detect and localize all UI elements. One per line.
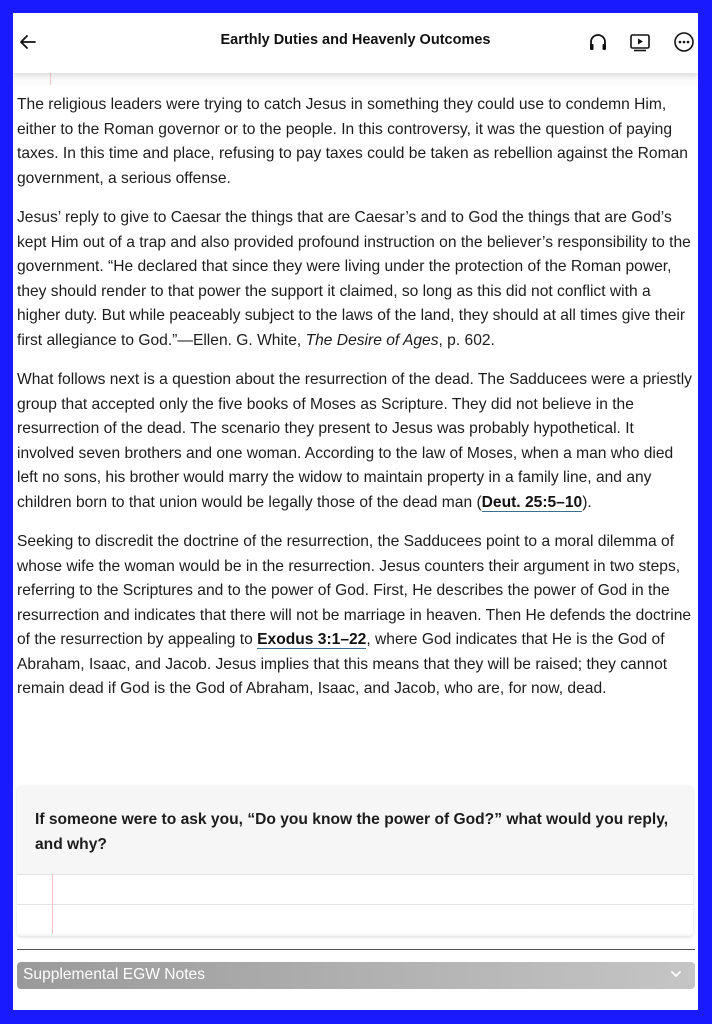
- section-divider: [17, 949, 695, 950]
- paragraph-3-tail: ).: [582, 493, 592, 511]
- paragraph-2-tail: , p. 602.: [438, 331, 495, 349]
- notes-strip: [13, 73, 698, 85]
- arrow-left-icon: [19, 33, 37, 51]
- answer-notes-area[interactable]: [17, 874, 693, 934]
- notes-line: [17, 904, 693, 905]
- notes-line: [17, 874, 693, 875]
- back-button[interactable]: [17, 31, 39, 53]
- top-bar: [13, 13, 698, 73]
- supplemental-egw-notes-toggle[interactable]: [17, 962, 695, 989]
- chevron-down-icon: [667, 965, 685, 983]
- play-video-icon: [628, 30, 652, 54]
- paragraph-4-tail: , where God indicates that He is the God of Abraham, Isaac, and Jacob. Jesus implies that this means that they will be raised; they cannot remain dead if God is the God of Abraham, Isaac, and Jacob, who are, for now, dead.: [17, 631, 668, 697]
- paragraph-4-text: Seeking to discredit the doctrine of the resurrection, the Sadducees point to a moral dilemma of whose wife the woman would be in the resurrection. Jesus counters their argument in two steps, referring to the Scriptures and to the power of God. First, He describes the power of God in the resurrection and indicates that there will not be marriage in heaven. Then He defends the doctrine of the resurrection by appealing to: [17, 533, 692, 648]
- margin-line: [52, 874, 53, 934]
- page-title: Earthly Duties and Heavenly Outcomes: [220, 32, 491, 48]
- lesson-content: [17, 93, 695, 717]
- more-options-icon: [672, 30, 696, 54]
- more-options-button[interactable]: [672, 30, 696, 54]
- supplemental-egw-notes-label: Supplemental EGW Notes: [23, 966, 206, 983]
- margin-line: [50, 73, 51, 85]
- scripture-link-exodus[interactable]: Exodus 3:1–22: [257, 631, 367, 648]
- discussion-question: If someone were to ask you, “Do you know the power of God?” what would you reply, and why?: [35, 811, 669, 853]
- paragraph-3: [17, 368, 695, 515]
- paragraph-1: The religious leaders were trying to catch Jesus in something they could use to condemn Him, either to the Roman governor or to the people. In this controversy, it was the question of paying taxes. In this time and place, refusing to pay taxes could be taken as rebellion against the Roman government, a serious offense.: [17, 96, 688, 187]
- audio-button[interactable]: [586, 30, 610, 54]
- book-title: The Desire of Ages: [305, 331, 439, 349]
- headphones-icon: [586, 30, 610, 54]
- app-window: [13, 13, 698, 1010]
- video-button[interactable]: [628, 30, 652, 54]
- paragraph-2: [17, 206, 695, 353]
- paragraph-4: [17, 530, 695, 702]
- paragraph-3-text: What follows next is a question about the resurrection of the dead. The Sadducees were a priestly group that accepted only the five books of Moses as Scripture. They did not believe in the resurrection of the dead. The scenario they present to Jesus was probably hypothetical. It involved seven brothers and one woman. According to the law of Moses, when a man who died left no sons, his brother would marry the widow to maintain property in a family line, and any children born to that union would be legally those of the dead man (: [17, 371, 692, 511]
- discussion-question-card: [17, 786, 693, 936]
- paragraph-2-text: Jesus’ reply to give to Caesar the things that are Caesar’s and to God the things that are God’s kept Him out of a trap and also provided profound instruction on the believer’s responsibility to the government. “He declared that since they were living under the protection of the Roman power, they should render to that power the support it claimed, so long as this did not conflict with a higher duty. But while peaceably subject to the laws of the land, they should at all times give their first allegiance to God.”—Ellen. G. White,: [17, 209, 691, 349]
- scripture-link-deut[interactable]: Deut. 25:5–10: [481, 493, 583, 511]
